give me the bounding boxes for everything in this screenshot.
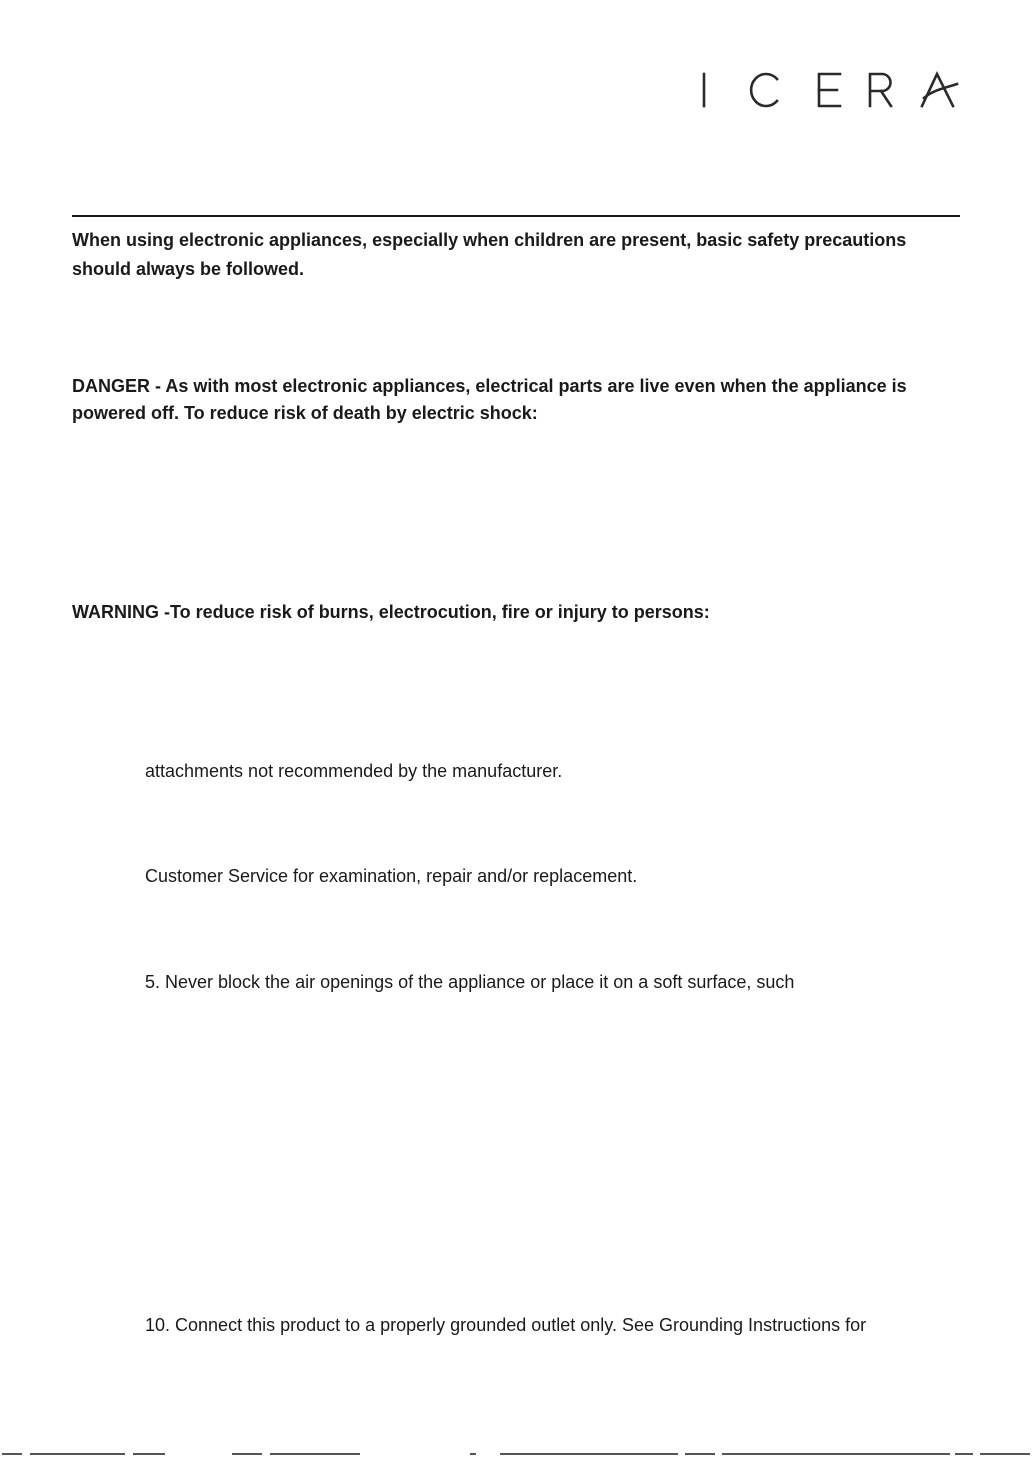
danger-line-1: DANGER - As with most electronic appliances, electrical parts are live even when the appliance is bbox=[72, 376, 907, 396]
intro-line-1: When using electronic appliances, especially when children are present, basic safety precautions bbox=[72, 230, 907, 250]
item-attachments-line: attachments not recommended by the manufacturer. bbox=[145, 761, 563, 781]
header-divider bbox=[72, 215, 960, 217]
item-customer-service-line: Customer Service for examination, repair and/or replacement. bbox=[145, 866, 638, 886]
item-5-line: 5. Never block the air openings of the appliance or place it on a soft surface, such bbox=[145, 972, 795, 992]
danger-line-2: powered off. To reduce risk of death by electric shock: bbox=[72, 403, 538, 423]
cropped-text-edge bbox=[0, 1452, 1033, 1456]
warning-heading: WARNING -To reduce risk of burns, electrocution, fire or injury to persons: bbox=[72, 602, 710, 622]
item-10-line: 10. Connect this product to a properly grounded outlet only. See Grounding Instructions for bbox=[145, 1315, 867, 1335]
icera-logo-icon bbox=[695, 68, 965, 112]
intro-line-2: should always be followed. bbox=[72, 259, 305, 279]
brand-logo bbox=[695, 68, 965, 112]
